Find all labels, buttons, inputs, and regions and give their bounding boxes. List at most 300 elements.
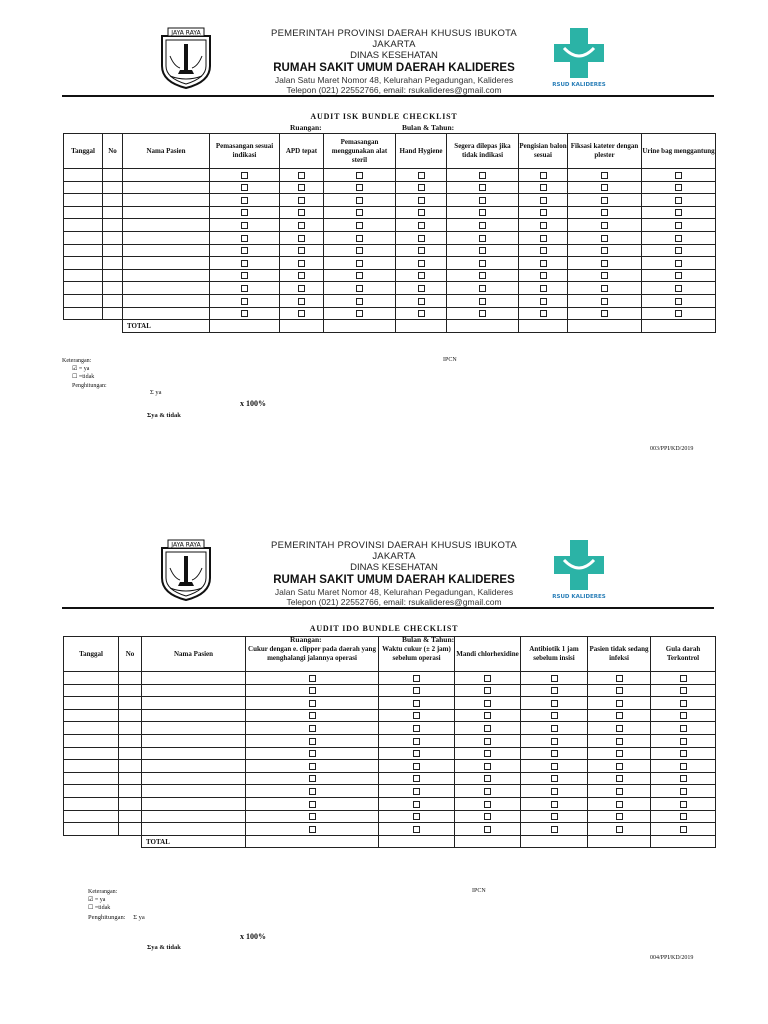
patient-name-cell[interactable] bbox=[142, 810, 246, 823]
date-cell[interactable] bbox=[64, 823, 119, 836]
number-cell[interactable] bbox=[119, 747, 142, 760]
checkbox[interactable] bbox=[680, 675, 687, 682]
checkbox[interactable] bbox=[551, 687, 558, 694]
number-cell[interactable] bbox=[103, 206, 123, 219]
checkbox[interactable] bbox=[484, 712, 491, 719]
checkbox[interactable] bbox=[540, 310, 547, 317]
checkbox[interactable] bbox=[298, 197, 305, 204]
checkbox[interactable] bbox=[601, 209, 608, 216]
checkbox[interactable] bbox=[298, 209, 305, 216]
checkbox[interactable] bbox=[356, 247, 363, 254]
date-cell[interactable] bbox=[64, 810, 119, 823]
checkbox[interactable] bbox=[551, 763, 558, 770]
checkbox[interactable] bbox=[675, 184, 682, 191]
checkbox[interactable] bbox=[484, 738, 491, 745]
number-cell[interactable] bbox=[119, 684, 142, 697]
checkbox[interactable] bbox=[616, 813, 623, 820]
checkbox[interactable] bbox=[484, 750, 491, 757]
check-cell bbox=[324, 269, 396, 282]
check-cell bbox=[521, 734, 588, 747]
checkbox[interactable] bbox=[356, 235, 363, 242]
checkbox[interactable] bbox=[413, 775, 420, 782]
checkbox[interactable] bbox=[309, 725, 316, 732]
checkbox[interactable] bbox=[479, 298, 486, 305]
checkbox[interactable] bbox=[680, 712, 687, 719]
checkbox[interactable] bbox=[298, 272, 305, 279]
patient-name-cell[interactable] bbox=[123, 231, 210, 244]
check-cell bbox=[210, 257, 280, 270]
svg-text:RSUD KALIDERES: RSUD KALIDERES bbox=[552, 82, 606, 88]
checkbox[interactable] bbox=[479, 235, 486, 242]
checkbox[interactable] bbox=[356, 310, 363, 317]
date-cell[interactable] bbox=[64, 747, 119, 760]
checkbox[interactable] bbox=[484, 763, 491, 770]
checkbox[interactable] bbox=[484, 775, 491, 782]
checkbox[interactable] bbox=[680, 813, 687, 820]
checkbox[interactable] bbox=[484, 687, 491, 694]
total-cell[interactable] bbox=[379, 835, 455, 848]
number-cell[interactable] bbox=[103, 294, 123, 307]
checkbox[interactable] bbox=[413, 675, 420, 682]
checkbox[interactable] bbox=[540, 298, 547, 305]
number-cell[interactable] bbox=[119, 672, 142, 685]
date-cell[interactable] bbox=[64, 722, 119, 735]
checkbox[interactable] bbox=[675, 247, 682, 254]
checkbox[interactable] bbox=[413, 788, 420, 795]
patient-name-cell[interactable] bbox=[142, 823, 246, 836]
patient-name-cell[interactable] bbox=[142, 747, 246, 760]
total-cell[interactable] bbox=[324, 320, 396, 333]
checkbox[interactable] bbox=[413, 712, 420, 719]
checkbox[interactable] bbox=[551, 813, 558, 820]
number-cell[interactable] bbox=[103, 282, 123, 295]
number-cell[interactable] bbox=[119, 697, 142, 710]
checkbox[interactable] bbox=[540, 197, 547, 204]
total-cell[interactable] bbox=[455, 835, 521, 848]
checkbox[interactable] bbox=[418, 172, 425, 179]
checkbox[interactable] bbox=[413, 725, 420, 732]
checkbox[interactable] bbox=[484, 813, 491, 820]
checkbox[interactable] bbox=[309, 801, 316, 808]
checkbox[interactable] bbox=[551, 675, 558, 682]
checkbox[interactable] bbox=[241, 298, 248, 305]
checkbox[interactable] bbox=[601, 247, 608, 254]
number-cell[interactable] bbox=[103, 269, 123, 282]
date-cell[interactable] bbox=[64, 734, 119, 747]
checkbox[interactable] bbox=[241, 310, 248, 317]
date-cell[interactable] bbox=[64, 206, 103, 219]
total-cell[interactable] bbox=[642, 320, 716, 333]
patient-name-cell[interactable] bbox=[123, 206, 210, 219]
date-cell[interactable] bbox=[64, 684, 119, 697]
patient-name-cell[interactable] bbox=[123, 307, 210, 320]
checkbox[interactable] bbox=[309, 712, 316, 719]
checkbox[interactable] bbox=[616, 675, 623, 682]
patient-name-cell[interactable] bbox=[123, 181, 210, 194]
number-cell[interactable] bbox=[103, 219, 123, 232]
checkbox[interactable] bbox=[601, 235, 608, 242]
checkbox[interactable] bbox=[298, 222, 305, 229]
checkbox[interactable] bbox=[551, 700, 558, 707]
checkbox[interactable] bbox=[551, 712, 558, 719]
date-cell[interactable] bbox=[64, 282, 103, 295]
check-cell bbox=[588, 672, 651, 685]
check-cell bbox=[396, 206, 447, 219]
checkbox[interactable] bbox=[356, 172, 363, 179]
checkbox[interactable] bbox=[540, 235, 547, 242]
checkbox[interactable] bbox=[298, 298, 305, 305]
checkbox[interactable] bbox=[418, 272, 425, 279]
checkbox[interactable] bbox=[675, 222, 682, 229]
number-cell[interactable] bbox=[103, 181, 123, 194]
checkbox[interactable] bbox=[484, 788, 491, 795]
checkbox[interactable] bbox=[484, 675, 491, 682]
patient-name-cell[interactable] bbox=[123, 257, 210, 270]
checkbox[interactable] bbox=[356, 260, 363, 267]
total-cell[interactable] bbox=[651, 835, 716, 848]
checkbox[interactable] bbox=[413, 750, 420, 757]
checkbox[interactable] bbox=[413, 738, 420, 745]
checkbox[interactable] bbox=[680, 801, 687, 808]
patient-name-cell[interactable] bbox=[123, 294, 210, 307]
checkbox[interactable] bbox=[484, 801, 491, 808]
checkbox[interactable] bbox=[601, 298, 608, 305]
patient-name-cell[interactable] bbox=[142, 684, 246, 697]
checkbox[interactable] bbox=[309, 826, 316, 833]
checkbox[interactable] bbox=[309, 775, 316, 782]
check-cell bbox=[447, 206, 519, 219]
checkbox[interactable] bbox=[298, 184, 305, 191]
number-cell[interactable] bbox=[103, 307, 123, 320]
patient-name-cell[interactable] bbox=[142, 797, 246, 810]
checkbox[interactable] bbox=[680, 725, 687, 732]
checkbox[interactable] bbox=[616, 788, 623, 795]
checkbox[interactable] bbox=[675, 272, 682, 279]
bulan-tahun-label: Bulan & Tahun: bbox=[402, 635, 455, 644]
date-cell[interactable] bbox=[64, 231, 103, 244]
checkbox[interactable] bbox=[309, 738, 316, 745]
checkbox[interactable] bbox=[298, 310, 305, 317]
checkbox[interactable] bbox=[298, 172, 305, 179]
checkbox[interactable] bbox=[551, 775, 558, 782]
checkbox[interactable] bbox=[309, 700, 316, 707]
checkbox[interactable] bbox=[418, 197, 425, 204]
patient-name-cell[interactable] bbox=[142, 772, 246, 785]
checkbox[interactable] bbox=[241, 285, 248, 292]
checkbox[interactable] bbox=[680, 750, 687, 757]
number-cell[interactable] bbox=[119, 797, 142, 810]
checkbox[interactable] bbox=[484, 700, 491, 707]
patient-name-cell[interactable] bbox=[123, 169, 210, 182]
checkbox[interactable] bbox=[418, 222, 425, 229]
checkbox[interactable] bbox=[479, 209, 486, 216]
checkbox[interactable] bbox=[616, 725, 623, 732]
checkbox[interactable] bbox=[298, 247, 305, 254]
checkbox[interactable] bbox=[616, 712, 623, 719]
checkbox[interactable] bbox=[675, 260, 682, 267]
checkbox[interactable] bbox=[540, 272, 547, 279]
date-cell[interactable] bbox=[64, 709, 119, 722]
checkbox[interactable] bbox=[551, 801, 558, 808]
checkbox[interactable] bbox=[675, 235, 682, 242]
checkbox[interactable] bbox=[418, 235, 425, 242]
number-cell[interactable] bbox=[119, 785, 142, 798]
check-cell bbox=[396, 269, 447, 282]
checkbox[interactable] bbox=[241, 209, 248, 216]
checkbox[interactable] bbox=[418, 184, 425, 191]
checkbox[interactable] bbox=[356, 209, 363, 216]
checkbox[interactable] bbox=[680, 788, 687, 795]
total-cell[interactable] bbox=[588, 835, 651, 848]
checkbox[interactable] bbox=[309, 813, 316, 820]
patient-name-cell[interactable] bbox=[123, 282, 210, 295]
checkbox[interactable] bbox=[675, 172, 682, 179]
checkbox[interactable] bbox=[413, 826, 420, 833]
date-cell[interactable] bbox=[64, 697, 119, 710]
number-cell[interactable] bbox=[119, 709, 142, 722]
checkbox[interactable] bbox=[601, 260, 608, 267]
check-cell bbox=[396, 257, 447, 270]
patient-name-cell[interactable] bbox=[123, 269, 210, 282]
number-cell[interactable] bbox=[103, 231, 123, 244]
checkbox[interactable] bbox=[680, 775, 687, 782]
number-cell[interactable] bbox=[119, 810, 142, 823]
checkbox[interactable] bbox=[418, 298, 425, 305]
checkbox[interactable] bbox=[601, 310, 608, 317]
patient-name-cell[interactable] bbox=[123, 219, 210, 232]
patient-name-cell[interactable] bbox=[123, 244, 210, 257]
date-cell[interactable] bbox=[64, 797, 119, 810]
date-cell[interactable] bbox=[64, 244, 103, 257]
checkbox[interactable] bbox=[540, 172, 547, 179]
checkbox[interactable] bbox=[418, 285, 425, 292]
checkbox[interactable] bbox=[298, 285, 305, 292]
checkbox[interactable] bbox=[479, 285, 486, 292]
checkbox[interactable] bbox=[601, 184, 608, 191]
number-cell[interactable] bbox=[103, 244, 123, 257]
checkbox[interactable] bbox=[418, 247, 425, 254]
table-row bbox=[64, 760, 716, 773]
checkbox[interactable] bbox=[484, 826, 491, 833]
date-cell[interactable] bbox=[64, 294, 103, 307]
checkbox[interactable] bbox=[241, 197, 248, 204]
checkbox[interactable] bbox=[241, 184, 248, 191]
checkbox[interactable] bbox=[241, 272, 248, 279]
checkbox[interactable] bbox=[413, 813, 420, 820]
checkbox[interactable] bbox=[418, 209, 425, 216]
checkbox[interactable] bbox=[616, 826, 623, 833]
jakarta-seal-icon bbox=[158, 26, 214, 90]
date-cell[interactable] bbox=[64, 269, 103, 282]
checkbox[interactable] bbox=[479, 272, 486, 279]
column-header: Antibiotik 1 jam sebelum insisi bbox=[521, 637, 588, 672]
checkbox[interactable] bbox=[356, 272, 363, 279]
checkbox[interactable] bbox=[551, 788, 558, 795]
total-cell[interactable] bbox=[521, 835, 588, 848]
check-cell bbox=[455, 760, 521, 773]
checkbox[interactable] bbox=[413, 801, 420, 808]
total-cell[interactable] bbox=[568, 320, 642, 333]
checkbox[interactable] bbox=[551, 826, 558, 833]
number-cell[interactable] bbox=[119, 734, 142, 747]
checkbox[interactable] bbox=[551, 725, 558, 732]
checkbox[interactable] bbox=[413, 687, 420, 694]
patient-name-cell[interactable] bbox=[123, 194, 210, 207]
checkbox[interactable] bbox=[675, 209, 682, 216]
total-cell[interactable] bbox=[280, 320, 324, 333]
check-cell bbox=[519, 206, 568, 219]
checkbox[interactable] bbox=[241, 222, 248, 229]
check-cell bbox=[210, 294, 280, 307]
column-header: Pemasangan menggunakan alat steril bbox=[324, 134, 396, 169]
patient-name-cell[interactable] bbox=[142, 785, 246, 798]
checkbox[interactable] bbox=[540, 285, 547, 292]
date-cell[interactable] bbox=[64, 672, 119, 685]
checkbox[interactable] bbox=[540, 247, 547, 254]
checkbox[interactable] bbox=[298, 235, 305, 242]
checkbox[interactable] bbox=[356, 298, 363, 305]
checkbox[interactable] bbox=[479, 172, 486, 179]
checkbox[interactable] bbox=[241, 260, 248, 267]
checkbox[interactable] bbox=[675, 197, 682, 204]
total-cell[interactable] bbox=[447, 320, 519, 333]
date-cell[interactable] bbox=[64, 307, 103, 320]
checkbox[interactable] bbox=[616, 775, 623, 782]
checkbox[interactable] bbox=[616, 801, 623, 808]
checkbox[interactable] bbox=[241, 247, 248, 254]
check-cell bbox=[588, 785, 651, 798]
checkbox[interactable] bbox=[616, 738, 623, 745]
total-row bbox=[64, 835, 716, 848]
total-cell[interactable] bbox=[210, 320, 280, 333]
checkbox[interactable] bbox=[540, 260, 547, 267]
checkbox[interactable] bbox=[616, 763, 623, 770]
checkbox[interactable] bbox=[601, 172, 608, 179]
hospital-name: RUMAH SAKIT UMUM DAERAH KALIDERES bbox=[273, 62, 515, 74]
check-cell bbox=[521, 772, 588, 785]
checkbox[interactable] bbox=[479, 247, 486, 254]
checkbox[interactable] bbox=[479, 222, 486, 229]
keterangan-label: Keterangan: bbox=[88, 889, 118, 895]
table-row bbox=[64, 282, 716, 295]
date-cell[interactable] bbox=[64, 785, 119, 798]
checkbox[interactable] bbox=[601, 222, 608, 229]
total-cell[interactable] bbox=[396, 320, 447, 333]
check-cell bbox=[588, 709, 651, 722]
checkbox[interactable] bbox=[309, 788, 316, 795]
date-cell[interactable] bbox=[64, 181, 103, 194]
checkbox[interactable] bbox=[675, 310, 682, 317]
checkbox[interactable] bbox=[241, 235, 248, 242]
checkbox[interactable] bbox=[680, 763, 687, 770]
patient-name-cell[interactable] bbox=[142, 672, 246, 685]
number-cell[interactable] bbox=[103, 194, 123, 207]
date-cell[interactable] bbox=[64, 194, 103, 207]
checkbox[interactable] bbox=[298, 260, 305, 267]
checkbox[interactable] bbox=[680, 700, 687, 707]
check-cell bbox=[588, 697, 651, 710]
check-cell bbox=[324, 181, 396, 194]
checkbox[interactable] bbox=[680, 826, 687, 833]
checkbox[interactable] bbox=[680, 738, 687, 745]
checkbox[interactable] bbox=[413, 763, 420, 770]
checkbox[interactable] bbox=[241, 172, 248, 179]
checkbox[interactable] bbox=[356, 222, 363, 229]
checkbox[interactable] bbox=[418, 260, 425, 267]
check-cell bbox=[642, 219, 716, 232]
checkbox[interactable] bbox=[540, 184, 547, 191]
patient-name-cell[interactable] bbox=[142, 734, 246, 747]
number-cell[interactable] bbox=[103, 169, 123, 182]
check-cell bbox=[568, 181, 642, 194]
number-cell[interactable] bbox=[103, 257, 123, 270]
checkbox[interactable] bbox=[309, 750, 316, 757]
patient-name-cell[interactable] bbox=[142, 760, 246, 773]
checkbox[interactable] bbox=[540, 209, 547, 216]
checkbox[interactable] bbox=[356, 197, 363, 204]
checkbox[interactable] bbox=[616, 700, 623, 707]
checkbox[interactable] bbox=[356, 285, 363, 292]
checkbox[interactable] bbox=[601, 272, 608, 279]
checkbox[interactable] bbox=[356, 184, 363, 191]
total-cell[interactable] bbox=[246, 835, 379, 848]
date-cell[interactable] bbox=[64, 169, 103, 182]
check-cell bbox=[246, 684, 379, 697]
check-cell bbox=[246, 760, 379, 773]
total-cell[interactable] bbox=[519, 320, 568, 333]
checkbox[interactable] bbox=[309, 675, 316, 682]
date-cell[interactable] bbox=[64, 219, 103, 232]
checkbox[interactable] bbox=[413, 700, 420, 707]
checkbox[interactable] bbox=[601, 197, 608, 204]
checkbox[interactable] bbox=[551, 750, 558, 757]
number-cell[interactable] bbox=[119, 722, 142, 735]
checkbox[interactable] bbox=[616, 750, 623, 757]
patient-name-cell[interactable] bbox=[142, 697, 246, 710]
date-cell[interactable] bbox=[64, 772, 119, 785]
check-cell bbox=[210, 194, 280, 207]
checkbox[interactable] bbox=[479, 184, 486, 191]
checkbox[interactable] bbox=[675, 285, 682, 292]
checkbox[interactable] bbox=[309, 687, 316, 694]
date-cell[interactable] bbox=[64, 760, 119, 773]
checkbox[interactable] bbox=[601, 285, 608, 292]
check-cell bbox=[651, 760, 716, 773]
check-cell bbox=[455, 697, 521, 710]
checkbox[interactable] bbox=[418, 310, 425, 317]
checkbox[interactable] bbox=[479, 260, 486, 267]
checkbox[interactable] bbox=[484, 725, 491, 732]
checkbox[interactable] bbox=[479, 197, 486, 204]
patient-name-cell[interactable] bbox=[142, 722, 246, 735]
number-cell[interactable] bbox=[119, 772, 142, 785]
check-cell bbox=[447, 169, 519, 182]
check-cell bbox=[280, 231, 324, 244]
checkbox[interactable] bbox=[675, 298, 682, 305]
checkbox[interactable] bbox=[551, 738, 558, 745]
checkbox[interactable] bbox=[309, 763, 316, 770]
number-cell[interactable] bbox=[119, 823, 142, 836]
checkbox[interactable] bbox=[479, 310, 486, 317]
check-cell bbox=[519, 194, 568, 207]
checkbox[interactable] bbox=[540, 222, 547, 229]
patient-name-cell[interactable] bbox=[142, 709, 246, 722]
checkbox[interactable] bbox=[680, 687, 687, 694]
date-cell[interactable] bbox=[64, 257, 103, 270]
gov-name: PEMERINTAH PROVINSI DAERAH KHUSUS IBUKOTA JAKARTA bbox=[271, 28, 517, 50]
checkbox[interactable] bbox=[616, 687, 623, 694]
number-cell[interactable] bbox=[119, 760, 142, 773]
